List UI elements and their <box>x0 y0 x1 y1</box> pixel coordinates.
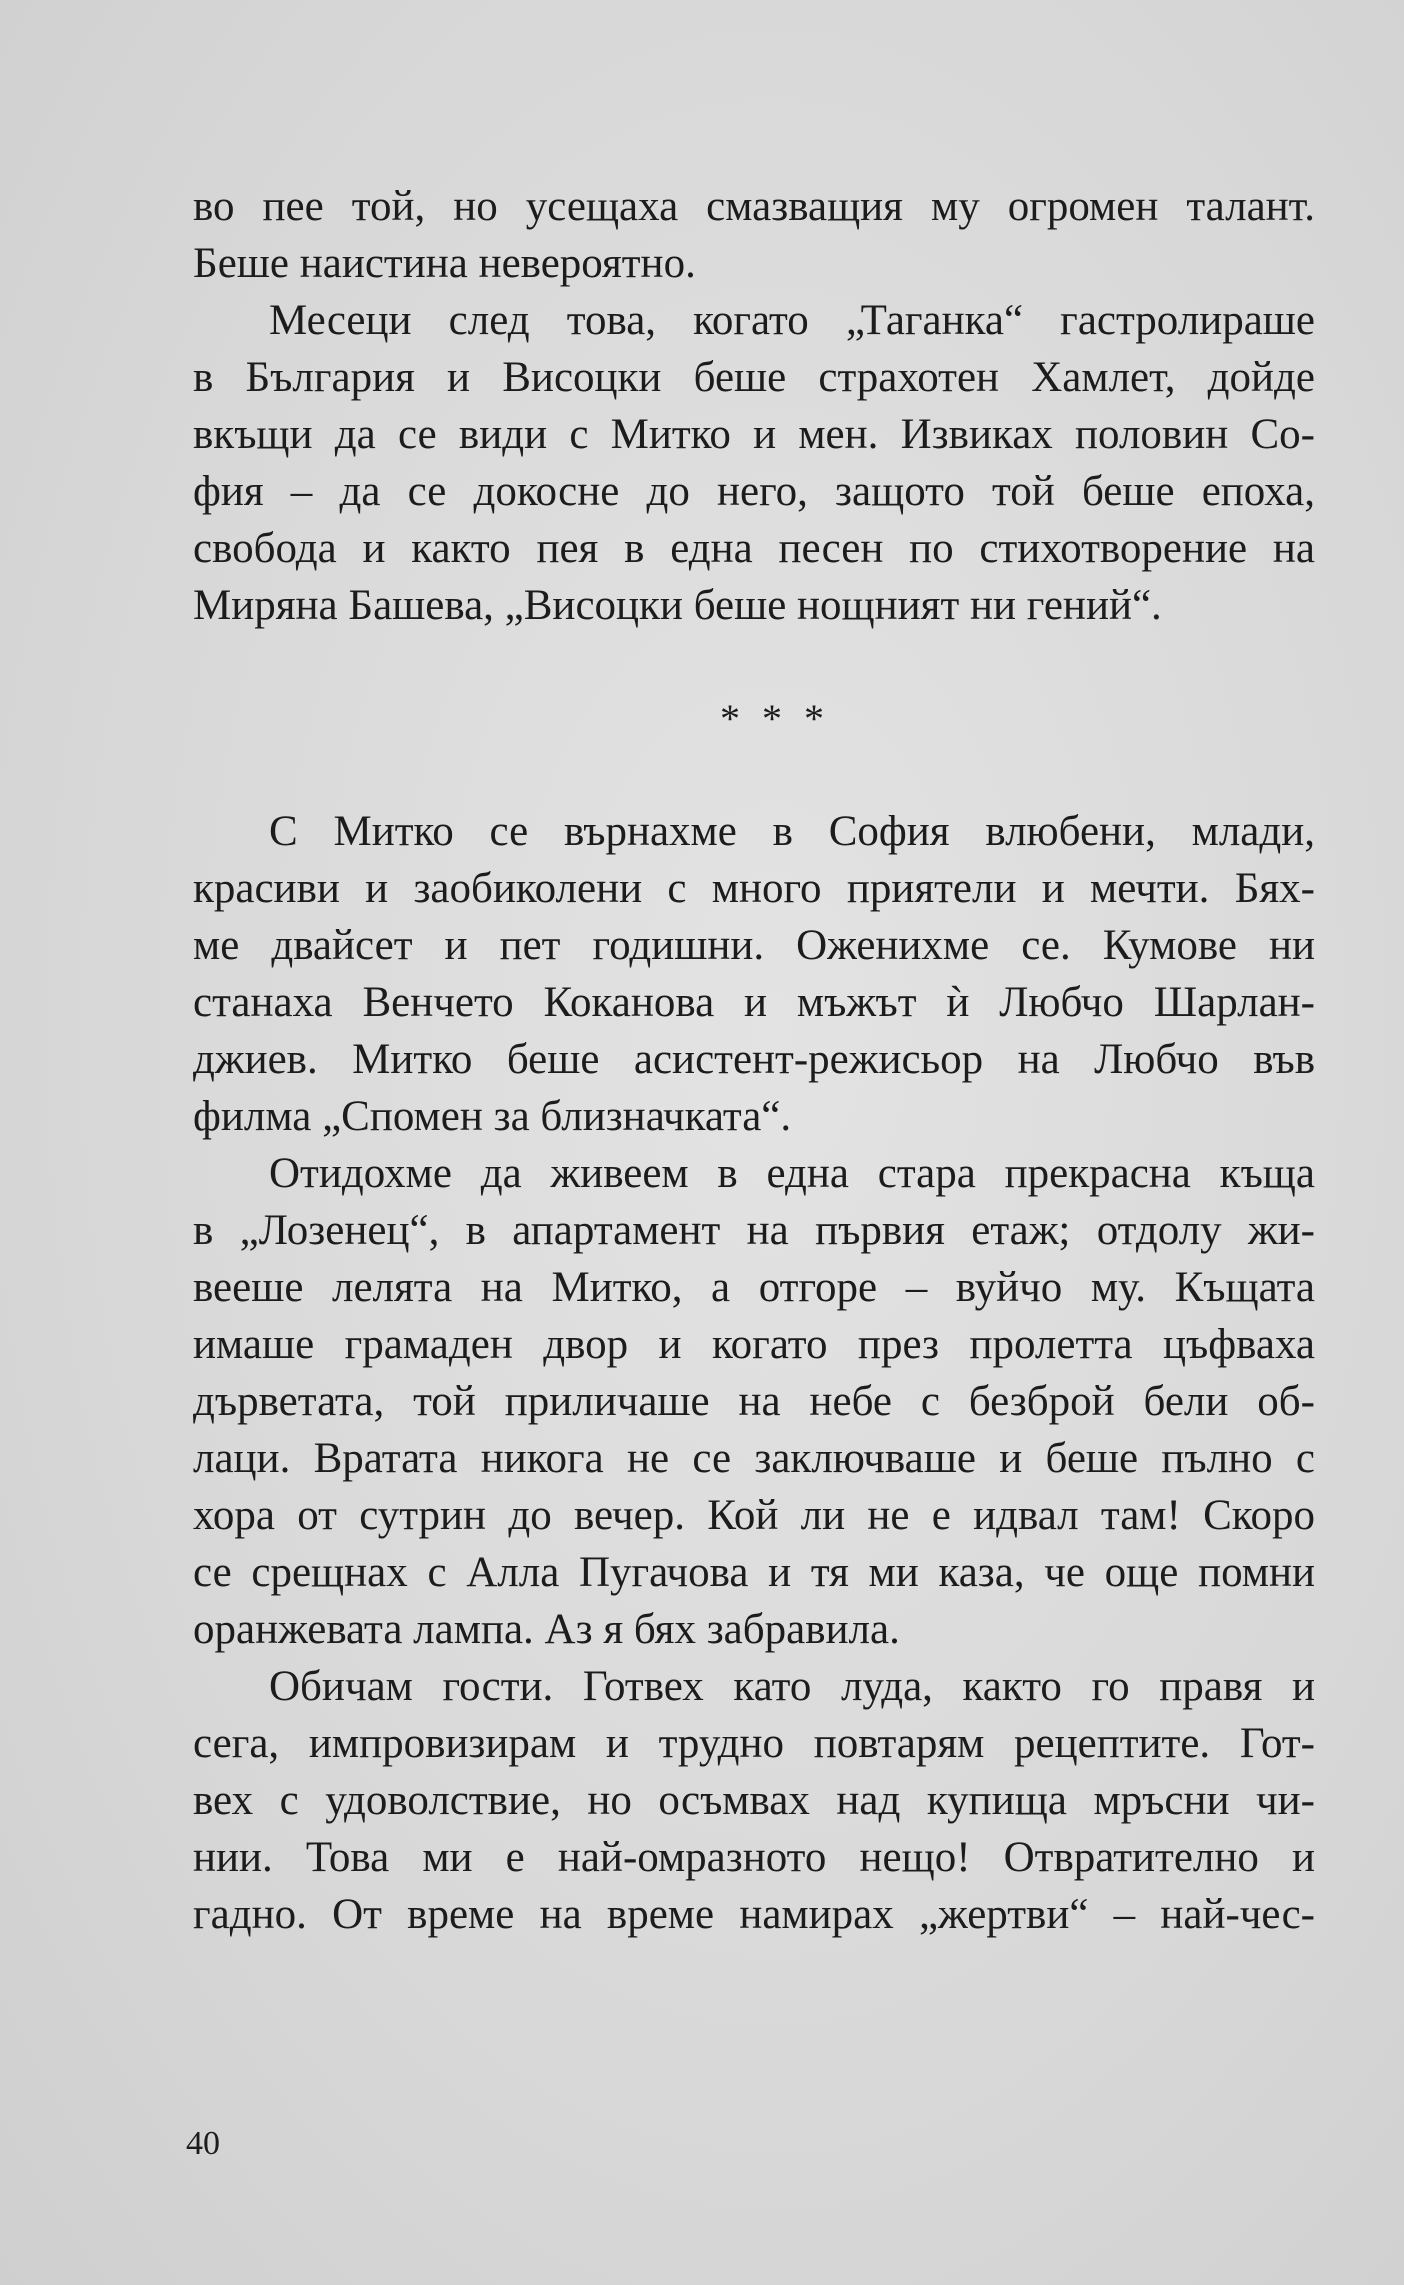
text-line: гадно. От време на време намирах „жертви“ – най-чес- <box>193 1891 1315 1938</box>
section-separator: * * * <box>720 696 830 741</box>
text-line: сега, импровизирам и трудно повтарям рецептите. Гот- <box>193 1720 1315 1767</box>
text-line: вееше лелята на Митко, а отгоре – вуйчо му. Къщата <box>193 1264 1315 1311</box>
section-gap <box>193 634 1315 690</box>
text-line: имаше грамаден двор и когато през пролетта цъфваха <box>193 1321 1315 1368</box>
text-line: джиев. Митко беше асистент-режисьор на Любчо във <box>193 1036 1315 1083</box>
text-line: красиви и заобиколени с много приятели и мечти. Бях- <box>193 865 1315 912</box>
text-line: С Митко се върнахме в София влюбени, млади, <box>269 808 1315 855</box>
text-line: лаци. Вратата никога не се заключваше и беше пълно с <box>193 1435 1315 1482</box>
text-line: в „Лозенец“, в апартамент на първия етаж; отдолу жи- <box>193 1207 1315 1254</box>
text-line: ме двайсет и пет годишни. Оженихме се. Кумове ни <box>193 922 1315 969</box>
text-line: свобода и както пея в една песен по стихотворение на <box>193 525 1315 572</box>
paragraph <box>193 1658 1315 1943</box>
text-line: нии. Това ми е най-омразното нещо! Отвратително и <box>193 1834 1315 1881</box>
text-line: хора от сутрин до вечер. Кой ли не е идвал там! Скоро <box>193 1492 1315 1539</box>
text-line: фия – да се докосне до него, защото той беше епоха, <box>193 468 1315 515</box>
text-line: Миряна Башева, „Висоцки беше нощният ни гений“. <box>193 582 1162 629</box>
text-line: вкъщи да се види с Митко и мен. Извиках половин Со- <box>193 411 1315 458</box>
paragraph <box>193 803 1315 1145</box>
text-line: филма „Спомен за близначката“. <box>193 1093 792 1140</box>
text-line: оранжевата лампа. Аз я бях забравила. <box>193 1606 900 1653</box>
text-line: во пее той, но усещаха смазващия му огромен талант. <box>193 183 1315 230</box>
text-line: Беше наистина невероятно. <box>193 240 696 287</box>
paragraph <box>193 1145 1315 1658</box>
section-gap <box>193 747 1315 803</box>
text-line: станаха Венчето Коканова и мъжът ѝ Любчо Шарлан- <box>193 979 1315 1026</box>
paragraph <box>193 292 1315 634</box>
text-line: в България и Висоцки беше страхотен Хамлет, дойде <box>193 354 1315 401</box>
text-line: дърветата, той приличаше на небе с безброй бели об- <box>193 1378 1315 1425</box>
body-text <box>193 178 1315 1943</box>
text-line: Обичам гости. Готвех като луда, както го правя и <box>269 1663 1315 1710</box>
paragraph <box>193 178 1315 292</box>
text-line: вех с удоволствие, но осъмвах над купища мръсни чи- <box>193 1777 1315 1824</box>
page-number: 40 <box>186 2125 220 2162</box>
text-line: се срещнах с Алла Пугачова и тя ми каза, че още помни <box>193 1549 1315 1596</box>
text-line: Отидохме да живеем в една стара прекрасна къща <box>269 1150 1315 1197</box>
text-line: Месеци след това, когато „Таганка“ гастролираше <box>269 297 1315 344</box>
